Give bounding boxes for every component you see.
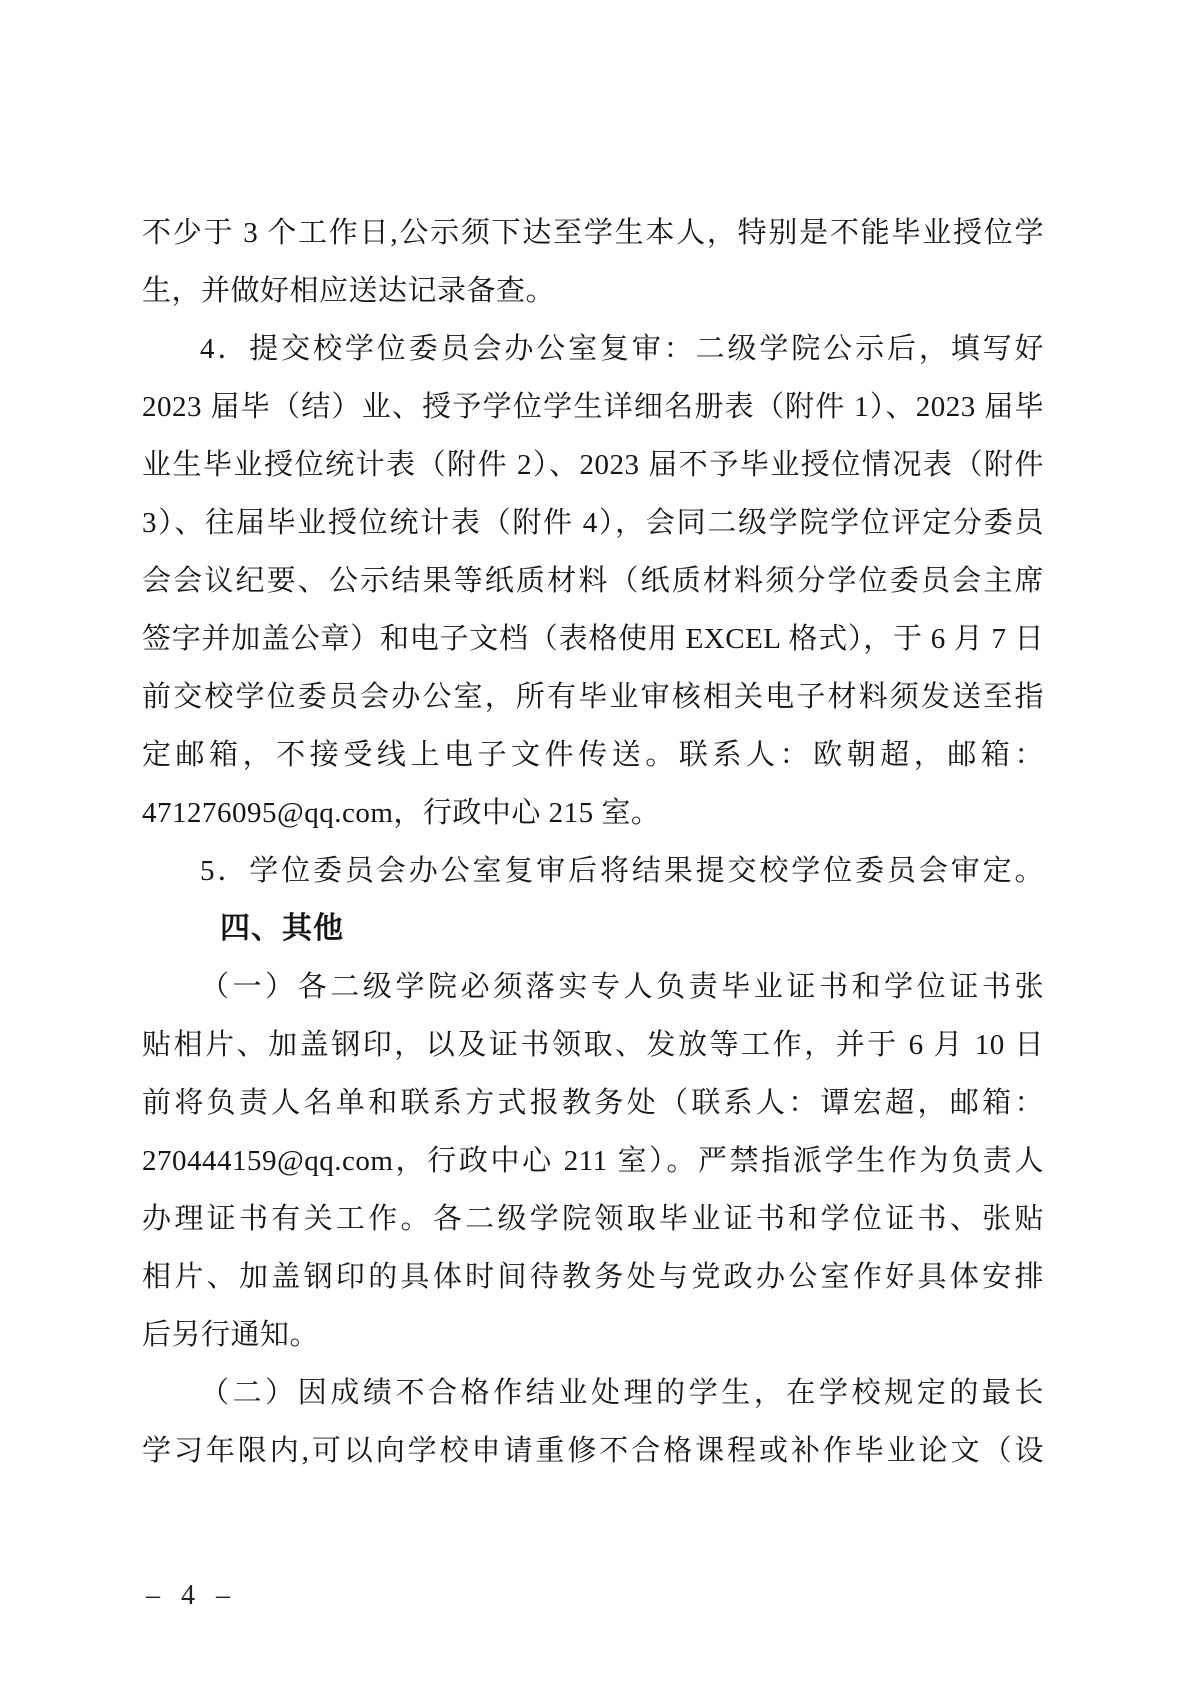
- body-line: 后另行通知。: [142, 1319, 320, 1351]
- body-line: 签字并加盖公章）和电子文档（表格使用 EXCEL 格式），于 6 月 7 日: [142, 623, 1044, 655]
- body-line: 相片、加盖钢印的具体时间待教务处与党政办公室作好具体安排: [142, 1261, 1044, 1293]
- body-line: 贴相片、加盖钢印，以及证书领取、发放等工作，并于 6 月 10 日: [142, 1029, 1044, 1061]
- body-line: 会会议纪要、公示结果等纸质材料（纸质材料须分学位委员会主席: [142, 565, 1044, 597]
- body-line: 业生毕业授位统计表（附件 2）、2023 届不予毕业授位情况表（附件: [142, 449, 1044, 481]
- body-line-email: 471276095@qq.com，行政中心 215 室。: [142, 797, 661, 829]
- body-line: 前交校学位委员会办公室，所有毕业审核相关电子材料须发送至指: [142, 681, 1044, 713]
- body-line: 办理证书有关工作。各二级学院领取毕业证书和学位证书、张贴: [142, 1203, 1044, 1235]
- body-line: 2023 届毕（结）业、授予学位学生详细名册表（附件 1）、2023 届毕: [142, 391, 1044, 423]
- document-body: [142, 204, 1044, 1480]
- body-line-email: 270444159@qq.com，行政中心 211 室）。严禁指派学生作为负责人: [142, 1145, 1044, 1177]
- page-number: – 4 –: [146, 1580, 232, 1611]
- body-line: 不少于 3 个工作日,公示须下达至学生本人，特别是不能毕业授位学: [142, 217, 1044, 249]
- section-heading-other: 四、其他: [220, 912, 344, 945]
- body-line: 生，并做好相应送达记录备查。: [142, 275, 556, 307]
- body-line-item-4: 4．提交校学位委员会办公室复审：二级学院公示后，填写好: [200, 333, 1044, 365]
- body-line: 前将负责人名单和联系方式报教务处（联系人：谭宏超，邮箱：: [142, 1087, 1044, 1119]
- body-line: 3）、往届毕业授位统计表（附件 4），会同二级学院学位评定分委员: [142, 507, 1044, 539]
- body-line: 学习年限内,可以向学校申请重修不合格课程或补作毕业论文（设: [142, 1435, 1044, 1467]
- body-line: 定邮箱，不接受线上电子文件传送。联系人：欧朝超，邮箱：: [142, 739, 1044, 771]
- body-line-sub-2: （二）因成绩不合格作结业处理的学生，在学校规定的最长: [200, 1377, 1044, 1409]
- body-line-sub-1: （一）各二级学院必须落实专人负责毕业证书和学位证书张: [200, 971, 1044, 1003]
- body-line-item-5: 5．学位委员会办公室复审后将结果提交校学位委员会审定。: [200, 855, 1044, 887]
